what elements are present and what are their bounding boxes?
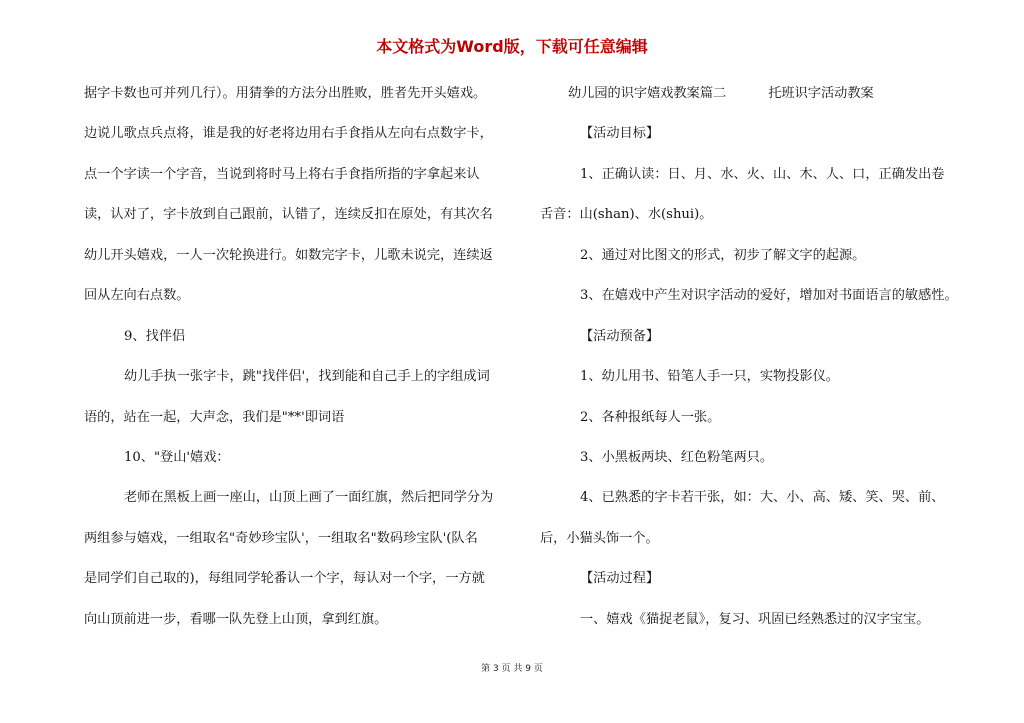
lesson-plan-subtitle: 托班识字活动教案 xyxy=(768,86,874,101)
objective-3: 3、在嬉戏中产生对识字活动的爱好，增加对书面语言的敏感性。 xyxy=(580,288,958,303)
objective-1: 1、正确认读：日、月、水、火、山、木、人、口，正确发出卷 xyxy=(580,167,945,182)
section-process: 【活动过程】 xyxy=(580,571,660,586)
right-title-line xyxy=(540,85,874,103)
left-line-1: 据字卡数也可并列几行）。用猜拳的方法分出胜败，胜者先开头嬉戏。 xyxy=(84,86,487,101)
left-line-2: 边说儿歌点兵点将，谁是我的好老将边用右手食指从左向右点数字卡， xyxy=(84,126,493,141)
process-1: 一、嬉戏《猫捉老鼠》，复习、巩固已经熟悉过的汉字宝宝。 xyxy=(580,612,930,627)
preparation-3: 3、小黑板两块、红色粉笔两只。 xyxy=(580,450,774,465)
left-line-3: 点一个字读一个字音，当说到将时马上将右手食指所指的字拿起来认 xyxy=(84,167,480,182)
left-line-6: 回从左向右点数。 xyxy=(84,288,190,303)
left-line-4: 读，认对了，字卡放到自己跟前，认错了，连续反扣在原处，有其次名 xyxy=(84,207,493,222)
left-line-14: 向山顶前进一步，看哪一队先登上山顶，拿到红旗。 xyxy=(84,612,388,627)
left-line-12: 两组参与嬉戏，一组取名"奇妙珍宝队'，一组取名"数码珍宝队'(队名 xyxy=(84,531,478,546)
lesson-plan-title: 幼儿园的识字嬉戏教案篇二 xyxy=(568,86,727,101)
left-heading-10: 10、"登山'嬉戏： xyxy=(124,450,230,465)
left-line-11: 老师在黑板上画一座山，山顶上画了一面红旗，然后把同学分为 xyxy=(124,490,494,505)
word-format-banner: 本文格式为Word版，下载可任意编辑 xyxy=(376,37,648,56)
left-line-5: 幼儿开头嬉戏，一人一次轮换进行。如数完字卡，儿歌未说完，连续返 xyxy=(84,248,493,263)
preparation-4: 4、已熟悉的字卡若干张，如：大、小、高、矮、笑、哭、前、 xyxy=(580,490,945,505)
section-objectives: 【活动目标】 xyxy=(580,126,660,141)
preparation-4-cont: 后，小猫头饰一个。 xyxy=(540,531,659,546)
left-heading-9: 9、找伴侣 xyxy=(124,329,186,344)
objective-2: 2、通过对比图文的形式，初步了解文字的起源。 xyxy=(580,248,866,263)
left-line-8: 幼儿手执一张字卡，跳"找伴侣'，找到能和自己手上的字组成词 xyxy=(124,369,490,384)
left-line-13: 是同学们自己取的)，每组同学轮番认一个字，每认对一个字，一方就 xyxy=(84,571,485,586)
section-preparation: 【活动预备】 xyxy=(580,329,660,344)
page-number: 第 3 页 共 9 页 xyxy=(481,664,543,674)
left-line-9: 语的，站在一起，大声念，我们是"**'即词语 xyxy=(84,410,345,425)
preparation-1: 1、幼儿用书、铅笔人手一只，实物投影仪。 xyxy=(580,369,839,384)
objective-1-cont: 舌音：山(shan)、水(shui)。 xyxy=(540,207,713,222)
preparation-2: 2、各种报纸每人一张。 xyxy=(580,410,721,425)
